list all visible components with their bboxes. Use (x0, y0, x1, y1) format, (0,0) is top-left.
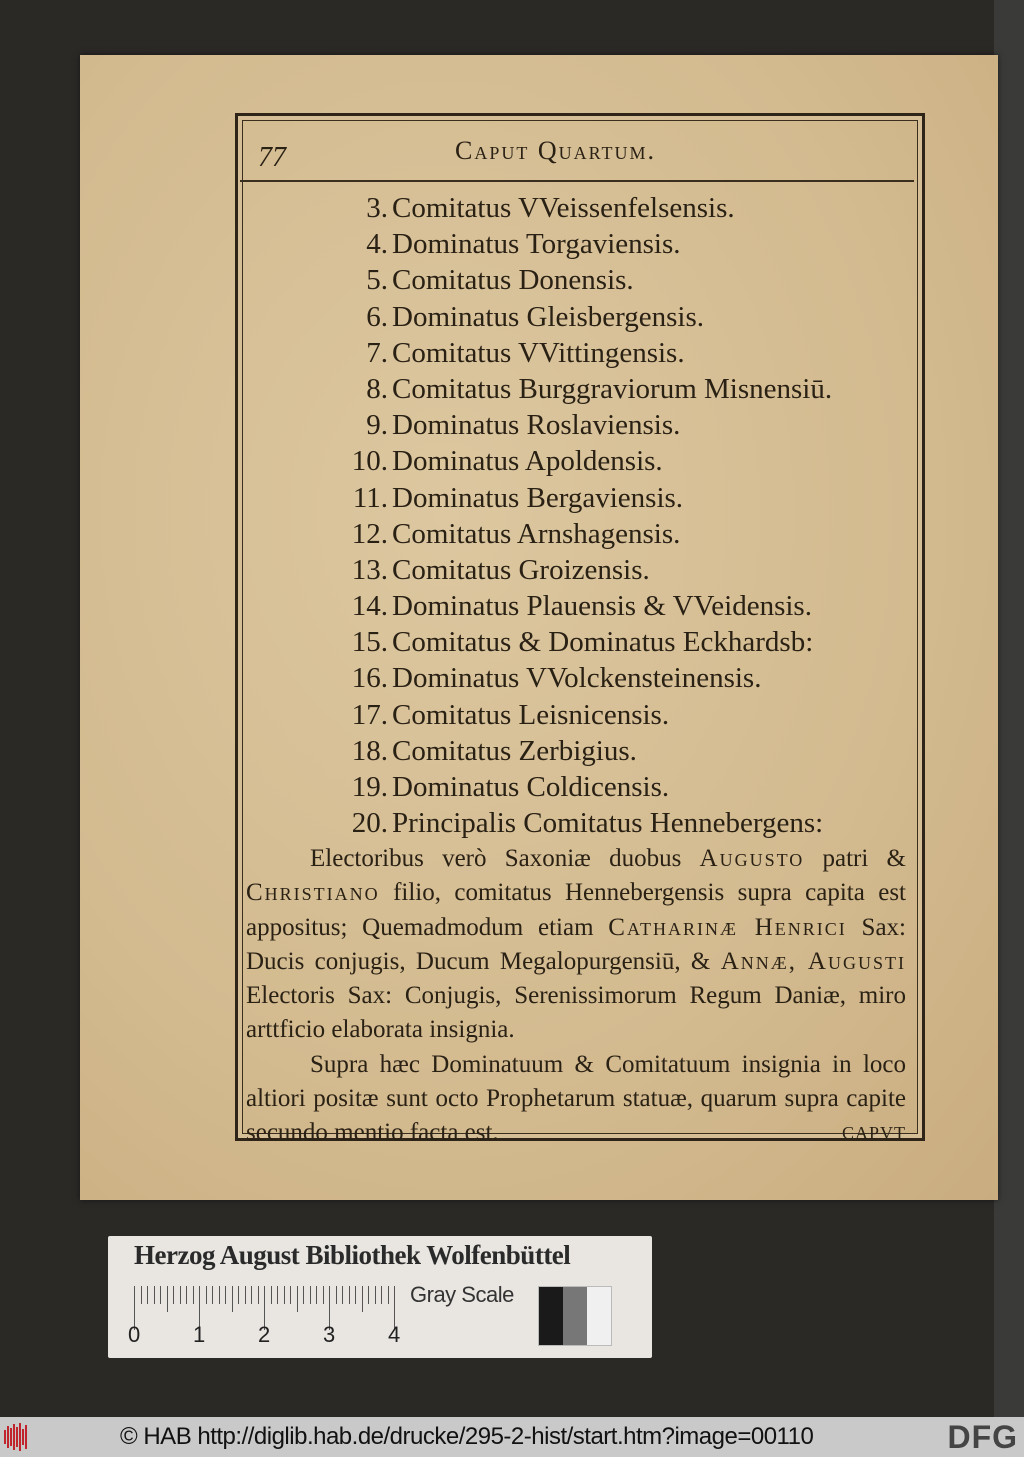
name-christiano: Christiano (246, 879, 380, 907)
item-number: 4. (366, 228, 388, 261)
item-text: Dominatus Plauensis & VVeidensis. (392, 590, 812, 623)
logo-bar (25, 1425, 27, 1449)
list-item (340, 299, 910, 335)
item-number: 10. (351, 445, 388, 478)
item-text: Dominatus Coldicensis. (392, 771, 670, 803)
list-item (340, 805, 910, 841)
item-number: 13. (351, 553, 388, 586)
item-number: 19. (351, 771, 388, 803)
list-item (340, 371, 910, 407)
adjacent-page-edge (994, 0, 1024, 1417)
item-text: Comitatus Leisnicensis. (392, 698, 670, 731)
ruler-tick (316, 1286, 317, 1304)
gray-swatch (563, 1287, 587, 1345)
list-item (340, 335, 910, 371)
library-name: Herzog August Bibliothek Wolfenbüttel (134, 1240, 571, 1270)
item-text: Comitatus Groizensis. (392, 553, 650, 586)
ruler-tick (388, 1286, 389, 1304)
paragraph-2-text: Supra hæc Dominatuum & Comitatuum insignia in loco altiori positæ sunt octo Prophetarum statuæ, quarum supra capite secundo mentio facta est. (246, 1050, 906, 1147)
list-item (340, 697, 910, 733)
ruler-tick (225, 1286, 226, 1304)
list-item (340, 407, 910, 443)
item-number: 9. (366, 409, 388, 442)
item-text: Dominatus Apoldensis. (392, 445, 663, 478)
text-run: Sax: Ducis conjugis, Ducum Megalopurgensiū, & (246, 913, 906, 975)
paragraph-2 (246, 1048, 906, 1151)
ruler-tick (167, 1286, 168, 1312)
ruler-tick (251, 1286, 252, 1304)
list-item (340, 190, 910, 226)
dfg-logo: DFG (947, 1418, 1018, 1455)
item-number: 8. (366, 372, 388, 405)
running-head: Caput Quartum. (455, 136, 657, 165)
item-text: Principalis Comitatus Hennebergens: (392, 807, 824, 840)
item-number: 18. (351, 734, 388, 767)
ruler-tick (381, 1286, 382, 1304)
gray-swatch (587, 1287, 611, 1345)
list-item (340, 516, 910, 552)
ruler-label: 1 (193, 1322, 206, 1347)
text-run: filio, comitatus Hennebergensis supra capita est appositus; Quemadmodum etiam (246, 879, 906, 941)
name-annae: Annæ, Augusti (720, 947, 906, 975)
item-number: 17. (351, 698, 388, 731)
ruler-label: 0 (128, 1322, 141, 1347)
paragraph-1 (246, 842, 906, 1048)
ruler-tick (323, 1286, 324, 1304)
logo-bar (4, 1430, 6, 1444)
item-text: Comitatus Donensis. (392, 264, 634, 297)
list-item (340, 552, 910, 588)
hab-logo-icon (4, 1423, 30, 1451)
item-number: 12. (351, 517, 388, 550)
page-number: 77 (258, 142, 286, 173)
ruler-tick (284, 1286, 285, 1304)
item-number: 15. (351, 626, 388, 659)
ruler-tick (368, 1286, 369, 1304)
item-number: 11. (352, 481, 388, 514)
item-text: Comitatus Zerbigius. (392, 734, 637, 767)
list-item (340, 480, 910, 516)
ruler-tick (160, 1286, 161, 1304)
text-run: patri & (804, 845, 906, 872)
ruler-tick (238, 1286, 239, 1304)
ruler-tick (277, 1286, 278, 1304)
ruler-tick (154, 1286, 155, 1304)
item-text: Dominatus Gleisbergensis. (392, 300, 704, 333)
list-item (340, 226, 910, 262)
logo-bar (13, 1424, 15, 1450)
header-rule (240, 180, 914, 182)
ruler-tick (271, 1286, 272, 1304)
ruler-tick (245, 1286, 246, 1304)
item-text: Comitatus VVeissenfelsensis. (392, 192, 735, 224)
ruler-tick (186, 1286, 187, 1304)
ruler-tick (173, 1286, 174, 1304)
logo-bar (16, 1427, 18, 1447)
item-number: 5. (366, 264, 388, 297)
ruler-tick (232, 1286, 233, 1312)
ruler-tick (303, 1286, 304, 1304)
ruler-tick (336, 1286, 337, 1304)
gray-swatch (539, 1287, 563, 1345)
ruler-tick (219, 1286, 220, 1304)
name-catharinae: Catharinæ Henrici (608, 913, 847, 941)
ruler-tick (342, 1286, 343, 1304)
item-text: Comitatus Arnshagensis. (392, 517, 681, 550)
gray-scale-label: Gray Scale (410, 1282, 514, 1307)
item-number: 20. (351, 807, 388, 840)
ruler-tick (355, 1286, 356, 1304)
logo-bar (19, 1423, 21, 1451)
ruler-tick (258, 1286, 259, 1304)
ruler-label: 4 (388, 1322, 401, 1347)
item-text: Dominatus Roslaviensis. (392, 409, 681, 442)
ruler-tick (147, 1286, 148, 1304)
ruler-tick (180, 1286, 181, 1304)
text-run: Electoribus verò Saxoniæ duobus (310, 845, 700, 872)
name-augusto: Augusto (699, 845, 805, 872)
ruler-tick (375, 1286, 376, 1304)
list-item (340, 262, 910, 298)
list-item (340, 733, 910, 769)
ruler-tick (206, 1286, 207, 1304)
item-number: 7. (366, 336, 388, 369)
item-number: 3. (366, 192, 388, 224)
page-header (240, 132, 900, 172)
item-text: Comitatus VVittingensis. (392, 336, 685, 369)
ruler-tick (290, 1286, 291, 1304)
body-text (246, 842, 906, 1151)
territory-list (340, 190, 910, 841)
copyright-url: © HAB http://diglib.hab.de/drucke/295-2-hist/start.htm?image=00110 (120, 1423, 814, 1450)
library-color-card (108, 1236, 652, 1358)
ruler-tick (349, 1286, 350, 1304)
logo-bar (22, 1429, 24, 1445)
item-text: Comitatus Burggraviorum Misnensiū. (392, 372, 833, 405)
text-run: Electoris Sax: Conjugis, Serenissimorum Regum Daniæ, miro arttficio elaborata insignia. (246, 982, 906, 1044)
ruler-label: 3 (323, 1322, 336, 1347)
ruler-tick (297, 1286, 298, 1312)
list-item (340, 624, 910, 660)
ruler-tick (141, 1286, 142, 1304)
item-text: Dominatus VVolckensteinensis. (392, 662, 762, 695)
gray-scale-swatches (538, 1286, 612, 1346)
item-number: 16. (351, 662, 388, 695)
item-text: Dominatus Torgaviensis. (392, 228, 681, 261)
footer-bar (0, 1417, 1024, 1457)
item-text: Dominatus Bergaviensis. (392, 481, 684, 514)
list-item (340, 660, 910, 696)
list-item (340, 443, 910, 479)
catchword: CAPVT (841, 1123, 906, 1144)
item-number: 14. (351, 590, 388, 623)
item-text: Comitatus & Dominatus Eckhardsb: (392, 626, 814, 659)
ruler-tick (310, 1286, 311, 1304)
ruler-tick (212, 1286, 213, 1304)
ruler-tick (362, 1286, 363, 1312)
logo-bar (7, 1426, 9, 1448)
ruler-tick (193, 1286, 194, 1304)
ruler-label: 2 (258, 1322, 271, 1347)
list-item (340, 588, 910, 624)
item-number: 6. (366, 300, 388, 333)
list-item (340, 769, 910, 805)
logo-bar (10, 1428, 12, 1446)
